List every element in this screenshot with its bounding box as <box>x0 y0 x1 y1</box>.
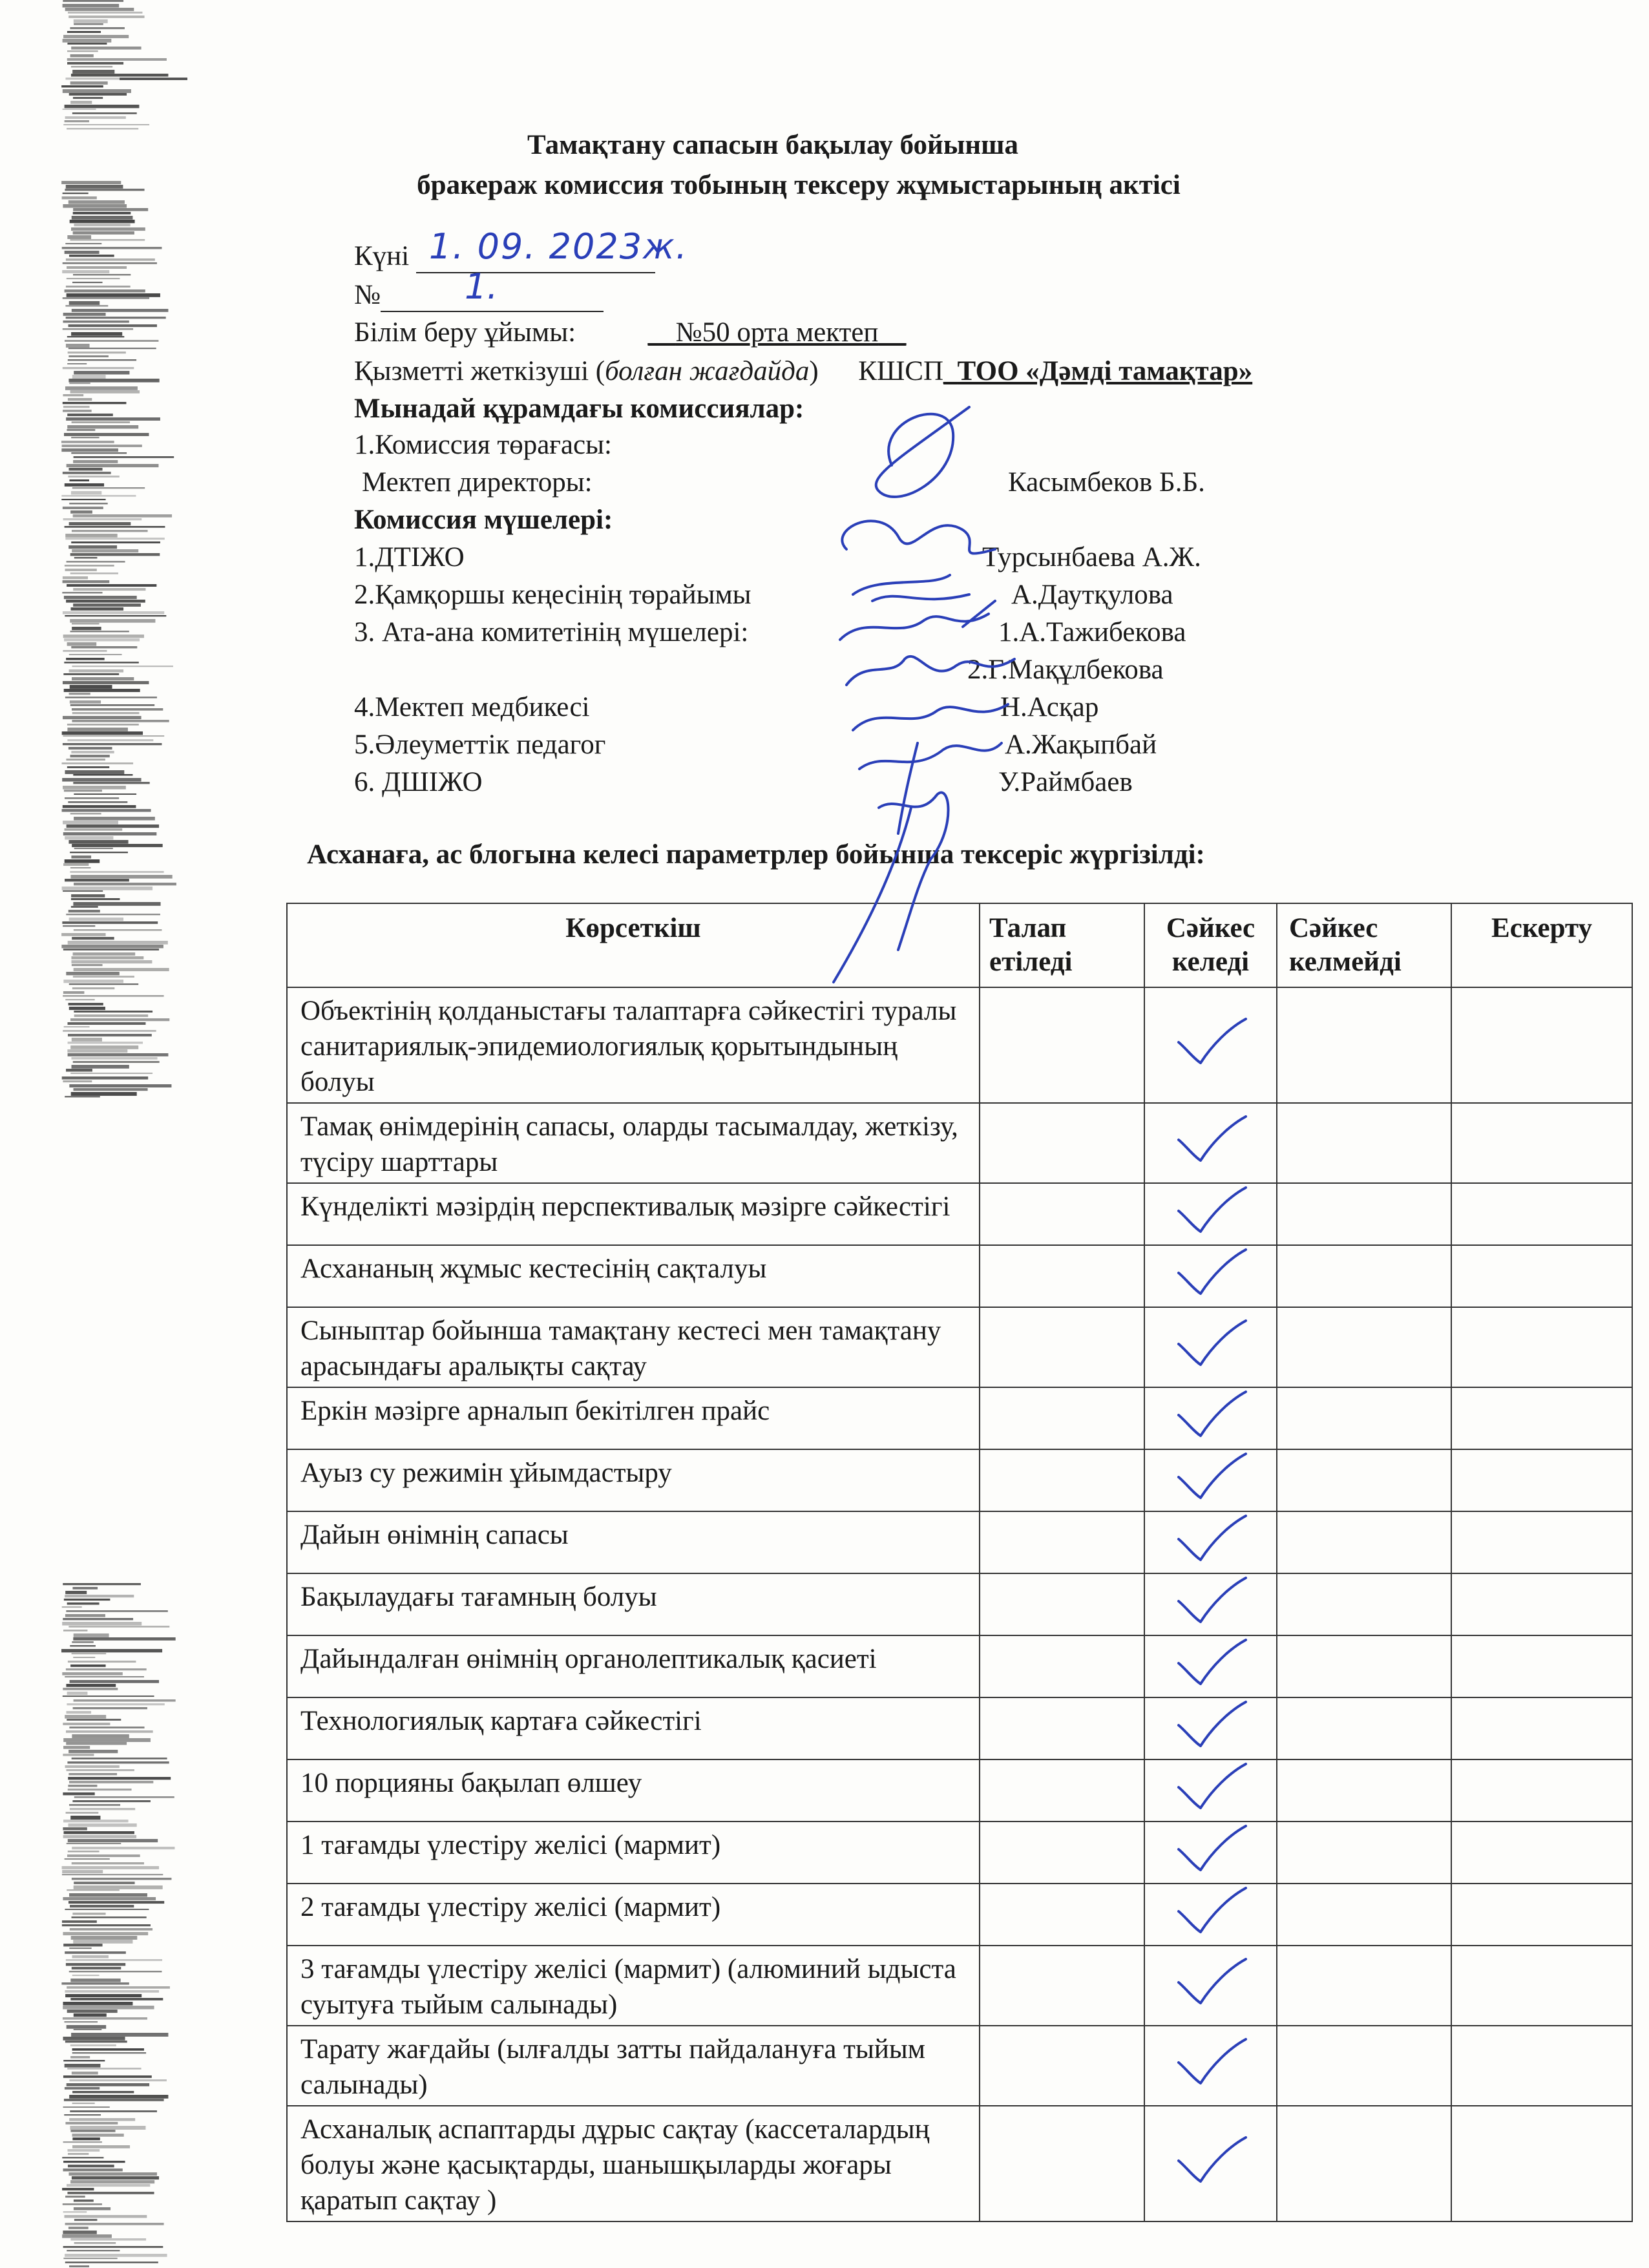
checkmark-icon <box>1172 1246 1250 1297</box>
checkmark-icon <box>1172 1955 1250 2007</box>
indicator-cell: 1 тағамды үлестіру желісі (мармит) <box>287 1822 980 1884</box>
header-note: Ескерту <box>1451 903 1632 987</box>
school-field <box>354 317 906 348</box>
compliant-cell <box>1144 1511 1277 1573</box>
noncompliant-cell <box>1277 1573 1451 1635</box>
noncompliant-cell <box>1277 1449 1451 1511</box>
noncompliant-cell <box>1277 2026 1451 2106</box>
compliant-cell <box>1144 987 1277 1103</box>
compliant-cell <box>1144 2026 1277 2106</box>
checkmark-icon <box>1172 1884 1250 1936</box>
indicator-cell: Тамақ өнімдерінің сапасы, оларды тасымалдау, жеткізу, түсіру шарттары <box>287 1103 980 1183</box>
checkmark-icon <box>1172 2134 1250 2185</box>
member-name: А.Даутқулова <box>1011 580 1173 610</box>
required-cell <box>980 1884 1144 1946</box>
supplier-prefix: КШСП <box>858 356 944 386</box>
note-cell <box>1451 2026 1632 2106</box>
member-role: 3. Ата-ана комитетінің мүшелері: <box>354 617 749 647</box>
checkmark-icon <box>1172 1015 1250 1067</box>
document-title-line2: бракераж комиссия тобының тексеру жұмыстарының актісі <box>417 170 1181 200</box>
required-cell <box>980 1511 1144 1573</box>
note-cell <box>1451 987 1632 1103</box>
member-name: Турсынбаева А.Ж. <box>982 542 1201 572</box>
noncompliant-cell <box>1277 1307 1451 1387</box>
compliant-cell <box>1144 1573 1277 1635</box>
member-name: Н.Асқар <box>1000 692 1099 722</box>
member-role: 1.ДТІЖО <box>354 542 465 572</box>
noncompliant-cell <box>1277 1511 1451 1573</box>
indicator-cell: Күнделікті мәзірдің перспективалық мәзірге сәйкестігі <box>287 1183 980 1245</box>
noncompliant-cell <box>1277 1103 1451 1183</box>
required-cell <box>980 2106 1144 2221</box>
table-row <box>287 1573 1632 1635</box>
number-blank <box>381 266 604 312</box>
note-cell <box>1451 1635 1632 1697</box>
table-row <box>287 1697 1632 1759</box>
director-label: Мектеп директоры: <box>362 467 593 498</box>
supplier-field <box>354 355 1252 387</box>
required-cell <box>980 1759 1144 1822</box>
noncompliant-cell <box>1277 1946 1451 2026</box>
table-row <box>287 1884 1632 1946</box>
table-row <box>287 1103 1632 1183</box>
note-cell <box>1451 1822 1632 1884</box>
document-title-line1: Тамақтану сапасын бақылау бойынша <box>527 130 1018 160</box>
noncompliant-cell <box>1277 1759 1451 1822</box>
required-cell <box>980 1245 1144 1307</box>
date-blank <box>416 226 688 273</box>
compliant-cell <box>1144 1635 1277 1697</box>
number-label: № <box>354 280 381 310</box>
table-row <box>287 1183 1632 1245</box>
noncompliant-cell <box>1277 1245 1451 1307</box>
indicator-cell: Еркін мәзірге арналып бекітілген прайс <box>287 1387 980 1449</box>
indicator-cell: Дайын өнімнің сапасы <box>287 1511 980 1573</box>
member-name: 2.Г.Мақұлбекова <box>967 655 1164 685</box>
table-row <box>287 1946 1632 2026</box>
checkmark-icon <box>1172 1184 1250 1235</box>
checkmark-icon <box>1172 1388 1250 1440</box>
indicator-cell: 2 тағамды үлестіру желісі (мармит) <box>287 1884 980 1946</box>
note-cell <box>1451 1103 1632 1183</box>
indicator-cell: 3 тағамды үлестіру желісі (мармит) (алюминий ыдыста суытуға тыйым салынады) <box>287 1946 980 2026</box>
member-name: А.Жақыпбай <box>1005 730 1157 760</box>
number-field <box>354 266 604 312</box>
indicator-cell: Дайындалған өнімнің органолептикалық қасиеті <box>287 1635 980 1697</box>
compliant-cell <box>1144 1387 1277 1449</box>
required-cell <box>980 1307 1144 1387</box>
checkmark-icon <box>1172 1317 1250 1369</box>
table-row <box>287 2106 1632 2221</box>
required-cell <box>980 1183 1144 1245</box>
table-row <box>287 2026 1632 2106</box>
header-required: Талап етіледі <box>980 903 1144 987</box>
compliant-cell <box>1144 1245 1277 1307</box>
table-row <box>287 1511 1632 1573</box>
note-cell <box>1451 1307 1632 1387</box>
checkmark-icon <box>1172 1113 1250 1164</box>
required-cell <box>980 1449 1144 1511</box>
commission-heading: Мынадай құрамдағы комиссиялар: <box>354 394 804 424</box>
table-row <box>287 1449 1632 1511</box>
inspection-heading: Асханаға, ас блогына келесі параметрлер бойынша тексеріс жүргізілді: <box>307 839 1205 870</box>
header-noncompliant: Сәйкес келмейді <box>1277 903 1451 987</box>
supplier-value: _ТОО «Дәмді тамақтар» <box>943 356 1253 386</box>
required-cell <box>980 987 1144 1103</box>
table-row <box>287 1387 1632 1449</box>
member-role: 2.Қамқоршы кеңесінің төрайымы <box>354 580 751 610</box>
note-cell <box>1451 1884 1632 1946</box>
required-cell <box>980 1946 1144 2026</box>
noncompliant-cell <box>1277 1387 1451 1449</box>
indicator-cell: Технологиялық картаға сәйкестігі <box>287 1697 980 1759</box>
member-role: 4.Мектеп медбикесі <box>354 692 590 722</box>
indicator-cell: Асхананың жұмыс кестесінің сақталуы <box>287 1245 980 1307</box>
header-indicator: Көрсеткіш <box>287 903 980 987</box>
note-cell <box>1451 1759 1632 1822</box>
member-role: 6. ДШІЖО <box>354 767 483 797</box>
noncompliant-cell <box>1277 1884 1451 1946</box>
table-row <box>287 1822 1632 1884</box>
noncompliant-cell <box>1277 1822 1451 1884</box>
compliant-cell <box>1144 1307 1277 1387</box>
compliant-cell <box>1144 1759 1277 1822</box>
header-compliant: Сәйкес келеді <box>1144 903 1277 987</box>
table-row <box>287 987 1632 1103</box>
note-cell <box>1451 1511 1632 1573</box>
noncompliant-cell <box>1277 1183 1451 1245</box>
checkmark-icon <box>1172 1822 1250 1874</box>
member-name: У.Раймбаев <box>998 767 1133 797</box>
compliant-cell <box>1144 1884 1277 1946</box>
noncompliant-cell <box>1277 1697 1451 1759</box>
checkmark-icon <box>1172 1636 1250 1688</box>
indicator-cell: Асханалық аспаптарды дұрыс сақтау (кассеталардың болуы және қасықтарды, шанышқыларды жоғары қаратып сақтау ) <box>287 2106 980 2221</box>
note-cell <box>1451 1449 1632 1511</box>
indicator-cell: Сыныптар бойынша тамақтану кестесі мен тамақтану арасындағы аралықты сақтау <box>287 1307 980 1387</box>
noncompliant-cell <box>1277 2106 1451 2221</box>
supplier-label-close: ) <box>809 356 819 386</box>
date-handwritten-value: 1. 09. 2023ж. <box>428 226 688 267</box>
number-handwritten-value: 1. <box>465 266 498 307</box>
indicator-cell: Тарату жағдайы (ылғалды затты пайдалануға тыйым салынады) <box>287 2026 980 2106</box>
required-cell <box>980 1103 1144 1183</box>
supplier-label: Қызметті жеткізуші ( <box>354 356 605 386</box>
chair-label: 1.Комиссия төрағасы: <box>354 430 612 460</box>
compliant-cell <box>1144 1449 1277 1511</box>
note-cell <box>1451 1573 1632 1635</box>
compliant-cell <box>1144 1822 1277 1884</box>
noncompliant-cell <box>1277 1635 1451 1697</box>
noncompliant-cell <box>1277 987 1451 1103</box>
members-heading: Комиссия мүшелері: <box>354 505 613 535</box>
school-value: __№50 орта мектеп__ <box>647 317 907 348</box>
required-cell <box>980 1822 1144 1884</box>
checkmark-icon <box>1172 1760 1250 1812</box>
member-name: 1.А.Тажибекова <box>998 617 1186 647</box>
note-cell <box>1451 1697 1632 1759</box>
date-field <box>354 226 688 273</box>
checkmark-icon <box>1172 1698 1250 1750</box>
table-row <box>287 1635 1632 1697</box>
note-cell <box>1451 1946 1632 2026</box>
checkmark-icon <box>1172 1574 1250 1626</box>
note-cell <box>1451 1183 1632 1245</box>
required-cell <box>980 1635 1144 1697</box>
required-cell <box>980 1573 1144 1635</box>
indicator-cell: 10 порцияны бақылап өлшеу <box>287 1759 980 1822</box>
date-label: Күні <box>354 241 410 271</box>
school-label: Білім беру ұйымы: <box>354 317 576 348</box>
note-cell <box>1451 2106 1632 2221</box>
indicator-cell: Ауыз су режимін ұйымдастыру <box>287 1449 980 1511</box>
required-cell <box>980 1387 1144 1449</box>
note-cell <box>1451 1387 1632 1449</box>
scan-edge-artifact <box>0 0 187 2268</box>
compliant-cell <box>1144 2106 1277 2221</box>
indicator-cell: Объектінің қолданыстағы талаптарға сәйкестігі туралы санитариялық-эпидемиологиялық қорытындының болуы <box>287 987 980 1103</box>
compliant-cell <box>1144 1103 1277 1183</box>
inspection-table <box>286 903 1633 2222</box>
compliant-cell <box>1144 1183 1277 1245</box>
table-row <box>287 1759 1632 1822</box>
checkmark-icon <box>1172 1450 1250 1502</box>
table-row <box>287 1245 1632 1307</box>
member-role: 5.Әлеуметтік педагог <box>354 730 606 760</box>
compliant-cell <box>1144 1697 1277 1759</box>
note-cell <box>1451 1245 1632 1307</box>
checkmark-icon <box>1172 1512 1250 1564</box>
required-cell <box>980 2026 1144 2106</box>
supplier-label-note: болған жағдайда <box>605 356 810 386</box>
director-name: Касымбеков Б.Б. <box>1008 467 1205 498</box>
table-header-row <box>287 903 1632 987</box>
checkmark-icon <box>1172 2035 1250 2087</box>
table-row <box>287 1307 1632 1387</box>
compliant-cell <box>1144 1946 1277 2026</box>
required-cell <box>980 1697 1144 1759</box>
indicator-cell: Бақылаудағы тағамның болуы <box>287 1573 980 1635</box>
